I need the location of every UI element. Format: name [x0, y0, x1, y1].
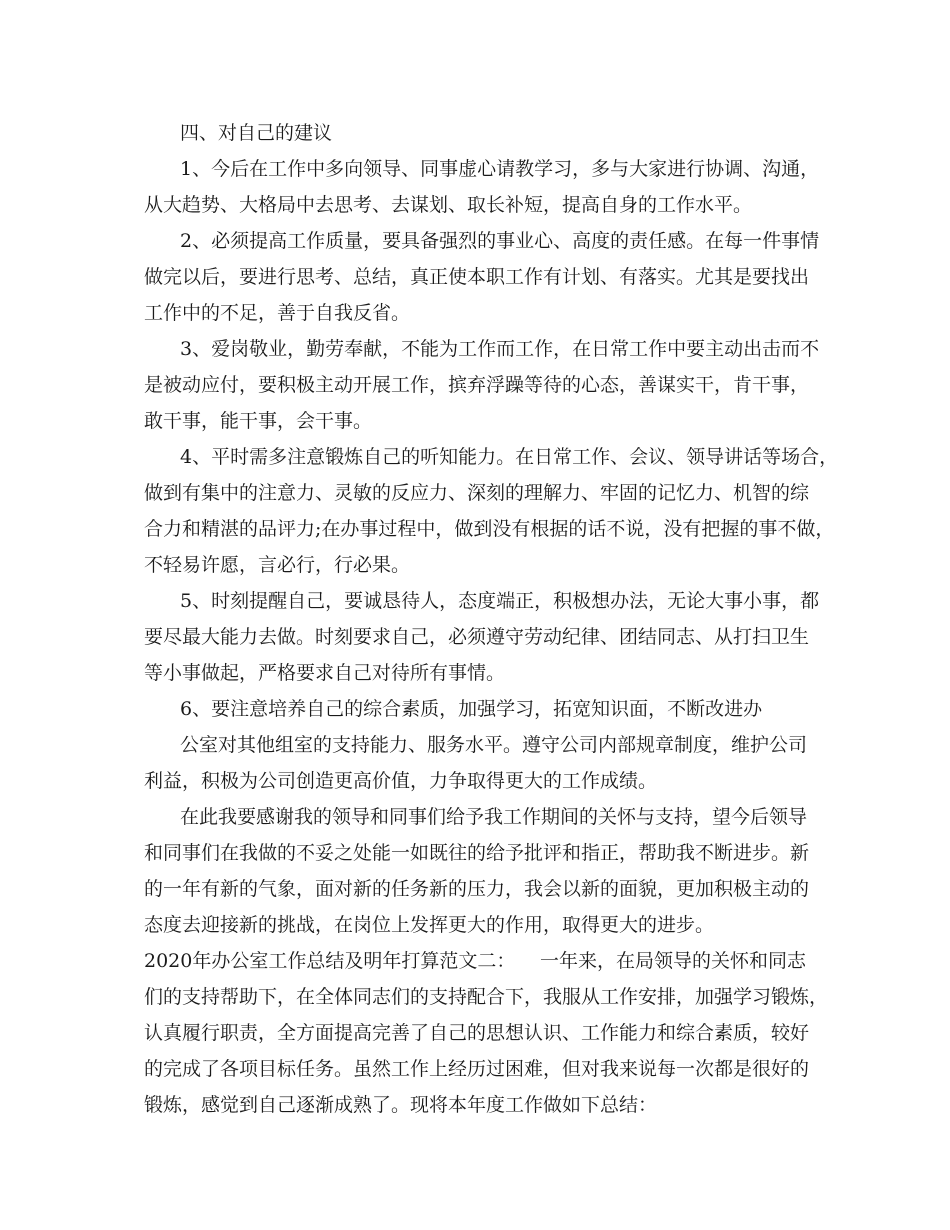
paragraph-line: 的一年有新的气象，面对新的任务新的压力，我会以新的面貌，更加积极主动的 — [144, 878, 810, 900]
article-heading: 2020年办公室工作总结及明年打算范文二： — [144, 950, 516, 972]
paragraph-line: 不轻易许愿，言必行，行必果。 — [144, 554, 411, 576]
paragraph-line: 从大趋势、大格局中去思考、去谋划、取长补短，提高自身的工作水平。 — [144, 194, 753, 216]
section-heading: 四、对自己的建议 — [180, 122, 333, 144]
paragraph-line: 做到有集中的注意力、灵敏的反应力、深刻的理解力、牢固的记忆力、机智的综 — [144, 482, 810, 504]
paragraph-line: 4、平时需多注意锻炼自己的听知能力。在日常工作、会议、领导讲话等场合， — [180, 446, 839, 468]
paragraph-line: 做完以后，要进行思考、总结，真正使本职工作有计划、有落实。尤其是要找出 — [144, 266, 810, 288]
paragraph-line: 工作中的不足，善于自我反省。 — [144, 302, 411, 324]
paragraph-line: 等小事做起，严格要求自己对待所有事情。 — [144, 662, 506, 684]
paragraph-line: 锻炼，感觉到自己逐渐成熟了。现将本年度工作做如下总结： — [144, 1094, 658, 1116]
paragraph-line: 公室对其他组室的支持能力、服务水平。遵守公司内部规章制度，维护公司 — [180, 734, 808, 756]
paragraph-line: 5、时刻提醒自己，要诚恳待人，态度端正，积极想办法，无论大事小事，都 — [180, 590, 820, 612]
paragraph-line: 敢干事，能干事，会干事。 — [144, 410, 373, 432]
paragraph-line: 6、要注意培养自己的综合素质，加强学习，拓宽知识面，不断改进办 — [180, 698, 763, 720]
paragraph-line: 利益，积极为公司创造更高价值，力争取得更大的工作成绩。 — [144, 770, 658, 792]
paragraph-line: 一年来，在局领导的关怀和同志 — [540, 950, 807, 972]
paragraph-line: 2、必须提高工作质量，要具备强烈的事业心、高度的责任感。在每一件事情 — [180, 230, 820, 252]
paragraph-line: 认真履行职责，全方面提高完善了自己的思想认识、工作能力和综合素质，较好 — [144, 1022, 810, 1044]
paragraph-line: 1、今后在工作中多向领导、同事虚心请教学习，多与大家进行协调、沟通， — [180, 158, 820, 180]
paragraph-line: 在此我要感谢我的领导和同事们给予我工作期间的关怀与支持，望今后领导 — [180, 806, 808, 828]
paragraph-line: 和同事们在我做的不妥之处能一如既往的给予批评和指正，帮助我不断进步。新 — [144, 842, 810, 864]
paragraph-line: 要尽最大能力去做。时刻要求自己，必须遵守劳动纪律、团结同志、从打扫卫生 — [144, 626, 810, 648]
paragraph-line: 合力和精湛的品评力;在办事过程中，做到没有根据的话不说，没有把握的事不做， — [144, 518, 835, 540]
paragraph-line: 是被动应付，要积极主动开展工作，摈弃浮躁等待的心态，善谋实干，肯干事， — [144, 374, 810, 396]
paragraph-line: 的完成了各项目标任务。虽然工作上经历过困难，但对我来说每一次都是很好的 — [144, 1058, 810, 1080]
paragraph-line: 3、爱岗敬业，勤劳奉献，不能为工作而工作，在日常工作中要主动出击而不 — [180, 338, 820, 360]
paragraph-line: 态度去迎接新的挑战，在岗位上发挥更大的作用，取得更大的进步。 — [144, 914, 715, 936]
paragraph-line: 们的支持帮助下，在全体同志们的支持配合下，我服从工作安排，加强学习锻炼， — [144, 986, 829, 1008]
